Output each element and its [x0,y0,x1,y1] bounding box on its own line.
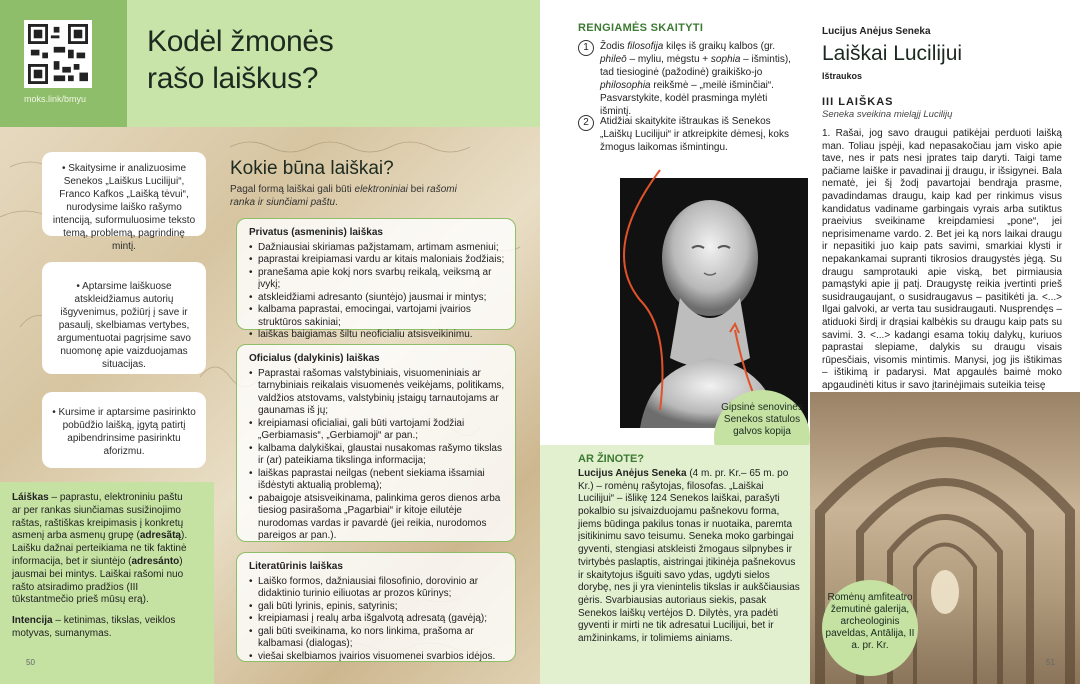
arena-caption: Romėnų amfiteatro žemutinė galerija, archeologinis paveldas, Antālija, II a. pr. Kr. [822,580,918,676]
list-item: • kalbama dalykiškai, glaustai nusakomas rašymo tikslas ir (ar) pateikiama tikslinga informacija; [249,443,505,468]
task-emph: philosophia [600,80,651,91]
subtitle-emph: rašomi ranka ir siunčiami paštu [230,184,457,208]
card-title: Oficialus (dalykinis) laiškas [249,353,380,364]
list-item: • kreipiamasi oficialiai, gali būti vartojami žodžiai „Gerbiamasis“, „Gerbiamoji“ ar pan.; [249,418,505,443]
list-item: • viešai skelbiamos įvairios visuomenei svarbios idėjos. [249,651,505,664]
glossary-term: Láiškas [12,492,49,503]
qr-code-icon [28,24,88,84]
glossary-entry-laiskas [12,492,190,607]
goal-bubble-3: • Kursime ir aptarsime pasirinkto pobūdžio laišką, įgytą patirtį apibendrinsime pasirinktu aforizmu. [42,392,206,468]
list-item: • kreipiamasi į realų arba išgalvotą adresatą (gavėją); [249,613,505,626]
glossary-definition: ). Laišku dažnai perteikiama ne tik faktinė informacija, bet ir siuntėjo ( [12,530,188,567]
subtitle-text: Pagal formą laiškai gali būti [230,184,355,195]
didyouknow-heading: AR ŽINOTE? [578,453,644,465]
list-item: • laiškas paprastai neilgas (nebent siekiama išsamiai išdėstyti aktualią problemą); [249,468,505,493]
letter-author: Lucijus Anėjus Seneka [822,26,931,37]
title-line-2: rašo laiškus? [147,61,319,95]
page-title [147,24,334,97]
task-text: – išmintis), tad tiesioginė (pažodinė) graikiško-jo [600,54,791,78]
glossary-term: Intencija [12,615,53,627]
list-item: • Laiško formos, dažniausiai filosofinio, dorovinio ar didaktinio turinio eiliuotas ar prozos kūrinys; [249,576,505,601]
list-item: • pranešama apie kokį nors svarbų reikalą, veiksmą ar įvykį; [249,267,505,292]
didyouknow-body: (4 m. pr. Kr.– 65 m. po Kr.) – romėnų rašytojas, filosofas. „Laiškai Lucilijui“ – išlikę 124 Senekos laiškai, parašyti pokalbio su įsivaizduojamu pašnekovu forma, jiems būdinga pakilus tonas ir nuotaika, paremta įsitikinimu savo teisumu. Seneka moko garbingai gyventi, stengiasi atskleisti žmogaus silpnybes ir tvirtybės paslaptis, aistringai įtikinėja pašnekovus ir skaitytojus išguiti savo ydas, ugdyti sielos dorybę, nes ji yra vienintelis tikslas ir aukščiausias gėris. Svarbiausias autoriaus siekis, pasak Senekos laiškų vertėjos D. Dilytės, yra padėti gyventi ir mirti ne tik adresatui Lucilijui, bet ir amžininkams, ir tolimiems ainiams. [578,468,800,644]
card-literary-letter [236,552,516,662]
task-emph: phileō [600,54,627,65]
list-item: • paprastai kreipiamasi vardu ar kitais maloniais žodžiais; [249,254,505,267]
card-title: Literatūrinis laiškas [249,561,343,572]
card-private-letter [236,218,516,340]
subtitle-emph: elektroniniai [354,184,408,195]
glossary-definition: – paprastu, elektroniniu paštu ar per rankas siunčiamas susižinojimo raštas, raštiškas kreipimasis į konkretų asmenį arba asmenų grupę ( [12,492,184,542]
task-emph: sophia [710,54,741,65]
page-number-right: 51 [1046,658,1055,667]
card-title: Privatus (asmeninis) laiškas [249,227,383,238]
author-name: Lucijus Anėjus Seneka [578,468,687,479]
number-badge: 1 [578,40,594,56]
goal-bubble-1: • Skaitysime ir analizuosime Senekos „Laiškus Lucilijui“, Franco Kafkos „Laišką tėvui“, nurodysime laiško rašymo intenciją, suformuluosime teksto temą, problemą, pagrindinę mintį. [42,152,206,236]
list-item: • pabaigoje atsisveikinama, palinkima geros dienos arba tiesiog pasirašoma „Pagarbiai“ ir kitoje eilutėje nurodomas vardas ir pavardė (jei reikia, nurodomos pareigos ar pan.). [249,493,505,543]
glossary [12,492,190,641]
letter-section-heading: III LAIŠKAS [822,96,894,108]
letter-body: 1. Rašai, jog savo draugui patikėjai perduoti laišką man. Toliau įspėji, kad nepasakočiau jam visko apie tave, nes ir pats nesi įprates taip daryti. Taigi tame pačiame laiške ir pavadinai jį draugu, ir išsigynei. Bala nematė, jei šį žodį pavartojai bendrąja prasme, pavadindamas draugu, kaip kad per rinkimus visus kandidatus vadiname garbingais vyrais arba sutiktus praeivius sveikiname kreipdamiesi „pone“, jei neprisimename vardo. 2. Bet jei ką nors laikai draugu ir nepasitiki juo kaip pats savimi, smarkiai klysti ir nepakankamai supranti tikrosios draugystės jėgą. Su draugu samprotauki apie viską, bet pirmiausia pamąstyki apie jį patį. Draugystę reikia įvertinti prieš susidraugaujant, o susidraugavus – pasitikėti ja. <...> Ilgai galvoki, ar verta tau susidraugauti. Nusprendęs – atiduoki širdį ir drąsiai kalbėkis su draugu kaip pats su savimi. 3. <...> kadangi esama tokių dalykų, kuriuos paprastai slepiame, dalykis su draugu visais rūpesčiais, visomis mintimis. Manysi, jog jis ištikimas – ištikimą ir padarysi. Mat apgaulės baimė moko apgaudinėti kitus ir savo įtarinėjimais suteikia teisę [822,128,1062,391]
goal-bubble-2: • Aptarsime laiškuose atskleidžiamus autorių išgyvenimus, požiūrį į save ir pasaulį, skelbiamas vertybes, argumentuotai pagrįsime savo nuomonę apie vaizduojamas situacijas. [42,262,206,374]
glossary-term-sender: adresántо [131,555,180,567]
didyouknow-text [578,468,800,646]
list-item: • kalbama paprastai, emocingai, vartojami įvairios struktūros sakiniai; [249,304,505,329]
list-item: • laiškas baigiamas šiltu neoficialiu atsisveikinimu. [249,329,505,342]
letter-greeting: Seneka sveikina mieląjį Lucilijų [822,109,953,120]
task-text: kilęs iš graikų kalbos (gr. [663,41,776,52]
prepare-task-1 [600,40,800,118]
number-badge: 2 [578,115,594,131]
letter-book-title: Laiškai Lucilijui [822,42,963,65]
task-text: Žodis [600,41,628,52]
list-item: • Dažniausiai skiriamas pažįstamam, artimam asmeniui; [249,242,505,255]
card-official-letter [236,344,516,542]
subtitle-text: . [335,196,338,208]
section-subtitle [230,184,470,209]
glossary-term-addressee: adresãtą [139,530,181,542]
qr-code[interactable] [24,20,92,88]
task-text: – myliu, mėgstu + [626,54,711,65]
subtitle-text: bei [407,184,427,195]
glossary-definition: – ketinimas, tikslas, veiklos motyvas, sumanymas. [12,615,176,639]
list-item: • gali būti sveikinama, ko nors linkima, prašoma ar kalbamasi (dialogas); [249,626,505,651]
excerpt-label: Ištraukos [822,71,863,81]
page-number-left: 50 [26,658,35,667]
prepare-heading: RENGIAMĖS SKAITYTI [578,22,704,34]
list-item: • gali būti lyrinis, epinis, satyrinis; [249,601,505,614]
task-emph: filosofija [627,41,664,52]
title-line-1: Kodėl žmonės [147,25,334,58]
list-item: • atskleidžiami adresanto (siuntėjo) jausmai ir mintys; [249,292,505,305]
section-title: Kokie būna laiškai? [230,158,394,179]
bust-caption: Gipsinė senovinės Senekos statulos galvos kopija [714,390,810,486]
qr-link[interactable]: moks.link/bmyu [24,94,87,104]
prepare-task-2: Atidžiai skaitykite ištraukas iš Senekos „Laiškų Lucilijui“ ir atkreipkite dėmesį, koks žmogus laikomas išmintingu. [600,116,789,153]
glossary-definition: ) jausmai bei mintys. Laiškai rašomi nuo rašto atsiradimo pradžios (III tūkstantmečio prieš mūsų erą). [12,555,184,606]
list-item: • Paprastai rašomas valstybiniais, visuomeniniais ar tarnybiniais reikalais visuomenės veikėjams, politikams, valdžios atstovams, valstybinių įstaigų tarnautojams ar gaunamas iš jų; [249,368,505,418]
task-text: reikšmė – „meilė išminčiai“. Pasvarstykite, kodėl prasminga mylėti išmintį. [600,80,774,117]
glossary-entry-intencija [12,615,190,641]
